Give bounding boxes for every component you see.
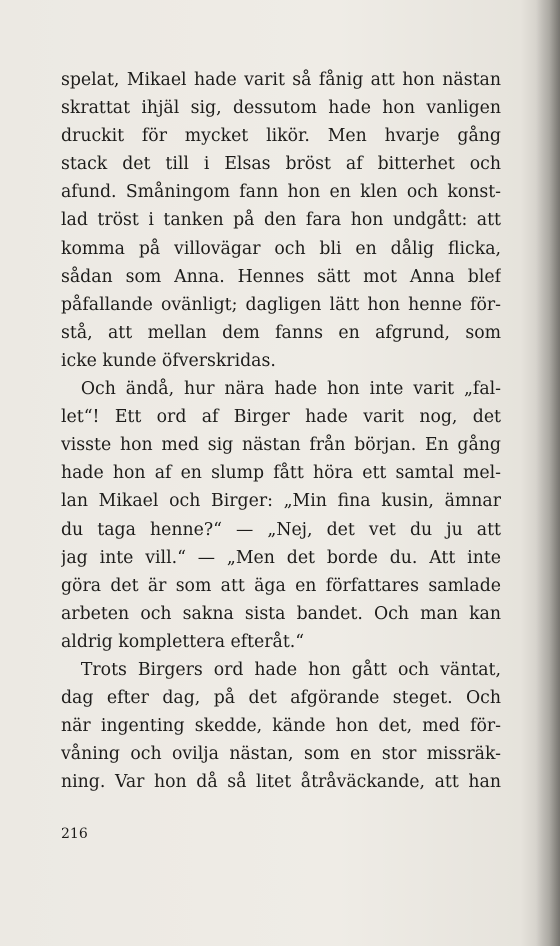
paragraph-end-line: icke kunde öfverskridas. (61, 350, 276, 371)
text-line: stack det till i Elsas bröst af bitterhet och (61, 154, 501, 175)
body-text (61, 66, 501, 796)
page-gutter-shadow (536, 0, 560, 946)
text-line: påfallande ovänligt; dagligen lätt hon henne för- (61, 294, 501, 315)
text-line: lan Mikael och Birger: „Min fina kusin, ämnar (61, 491, 501, 512)
text-line: hade hon af en slump fått höra ett samtal mel- (61, 463, 501, 484)
text-line: när ingenting skedde, kände hon det, med för- (61, 716, 501, 737)
text-line: lad tröst i tanken på den fara hon undgått: att (61, 210, 501, 231)
text-line: ning. Var hon då så litet åtråväckande, att han (61, 772, 501, 793)
text-line: visste hon med sig nästan från början. En gång (61, 435, 501, 456)
page-number: 216 (61, 826, 88, 842)
text-line: arbeten och sakna sista bandet. Och man kan (61, 603, 501, 624)
text-line: våning och ovilja nästan, som en stor missräk- (61, 744, 501, 765)
paragraph-first-line: Och ändå, hur nära hade hon inte varit „fal- (80, 379, 501, 400)
text-line: komma på villovägar och bli en dålig flicka, (61, 238, 501, 259)
text-line: druckit för mycket likör. Men hvarje gång (61, 126, 501, 147)
text-line: spelat, Mikael hade varit så fånig att hon nästan (61, 70, 501, 90)
text-line: stå, att mellan dem fanns en afgrund, som (61, 322, 501, 343)
text-line: göra det är som att äga en författares samlade (61, 575, 501, 596)
text-line: afund. Småningom fann hon en klen och konst- (61, 182, 501, 203)
paragraph-end-line: aldrig komplettera efteråt.“ (61, 631, 305, 652)
text-line: du taga henne?“ — „Nej, det vet du ju att (61, 519, 501, 540)
paragraph-first-line: Trots Birgers ord hade hon gått och väntat, (80, 659, 501, 680)
text-line: sådan som Anna. Hennes sätt mot Anna blef (61, 266, 501, 287)
text-line: dag efter dag, på det afgörande steget. Och (61, 688, 501, 709)
text-line: let“! Ett ord af Birger hade varit nog, det (61, 407, 501, 428)
text-line: jag inte vill.“ — „Men det borde du. Att inte (61, 547, 501, 568)
text-line: skrattat ihjäl sig, dessutom hade hon vanligen (61, 98, 501, 119)
